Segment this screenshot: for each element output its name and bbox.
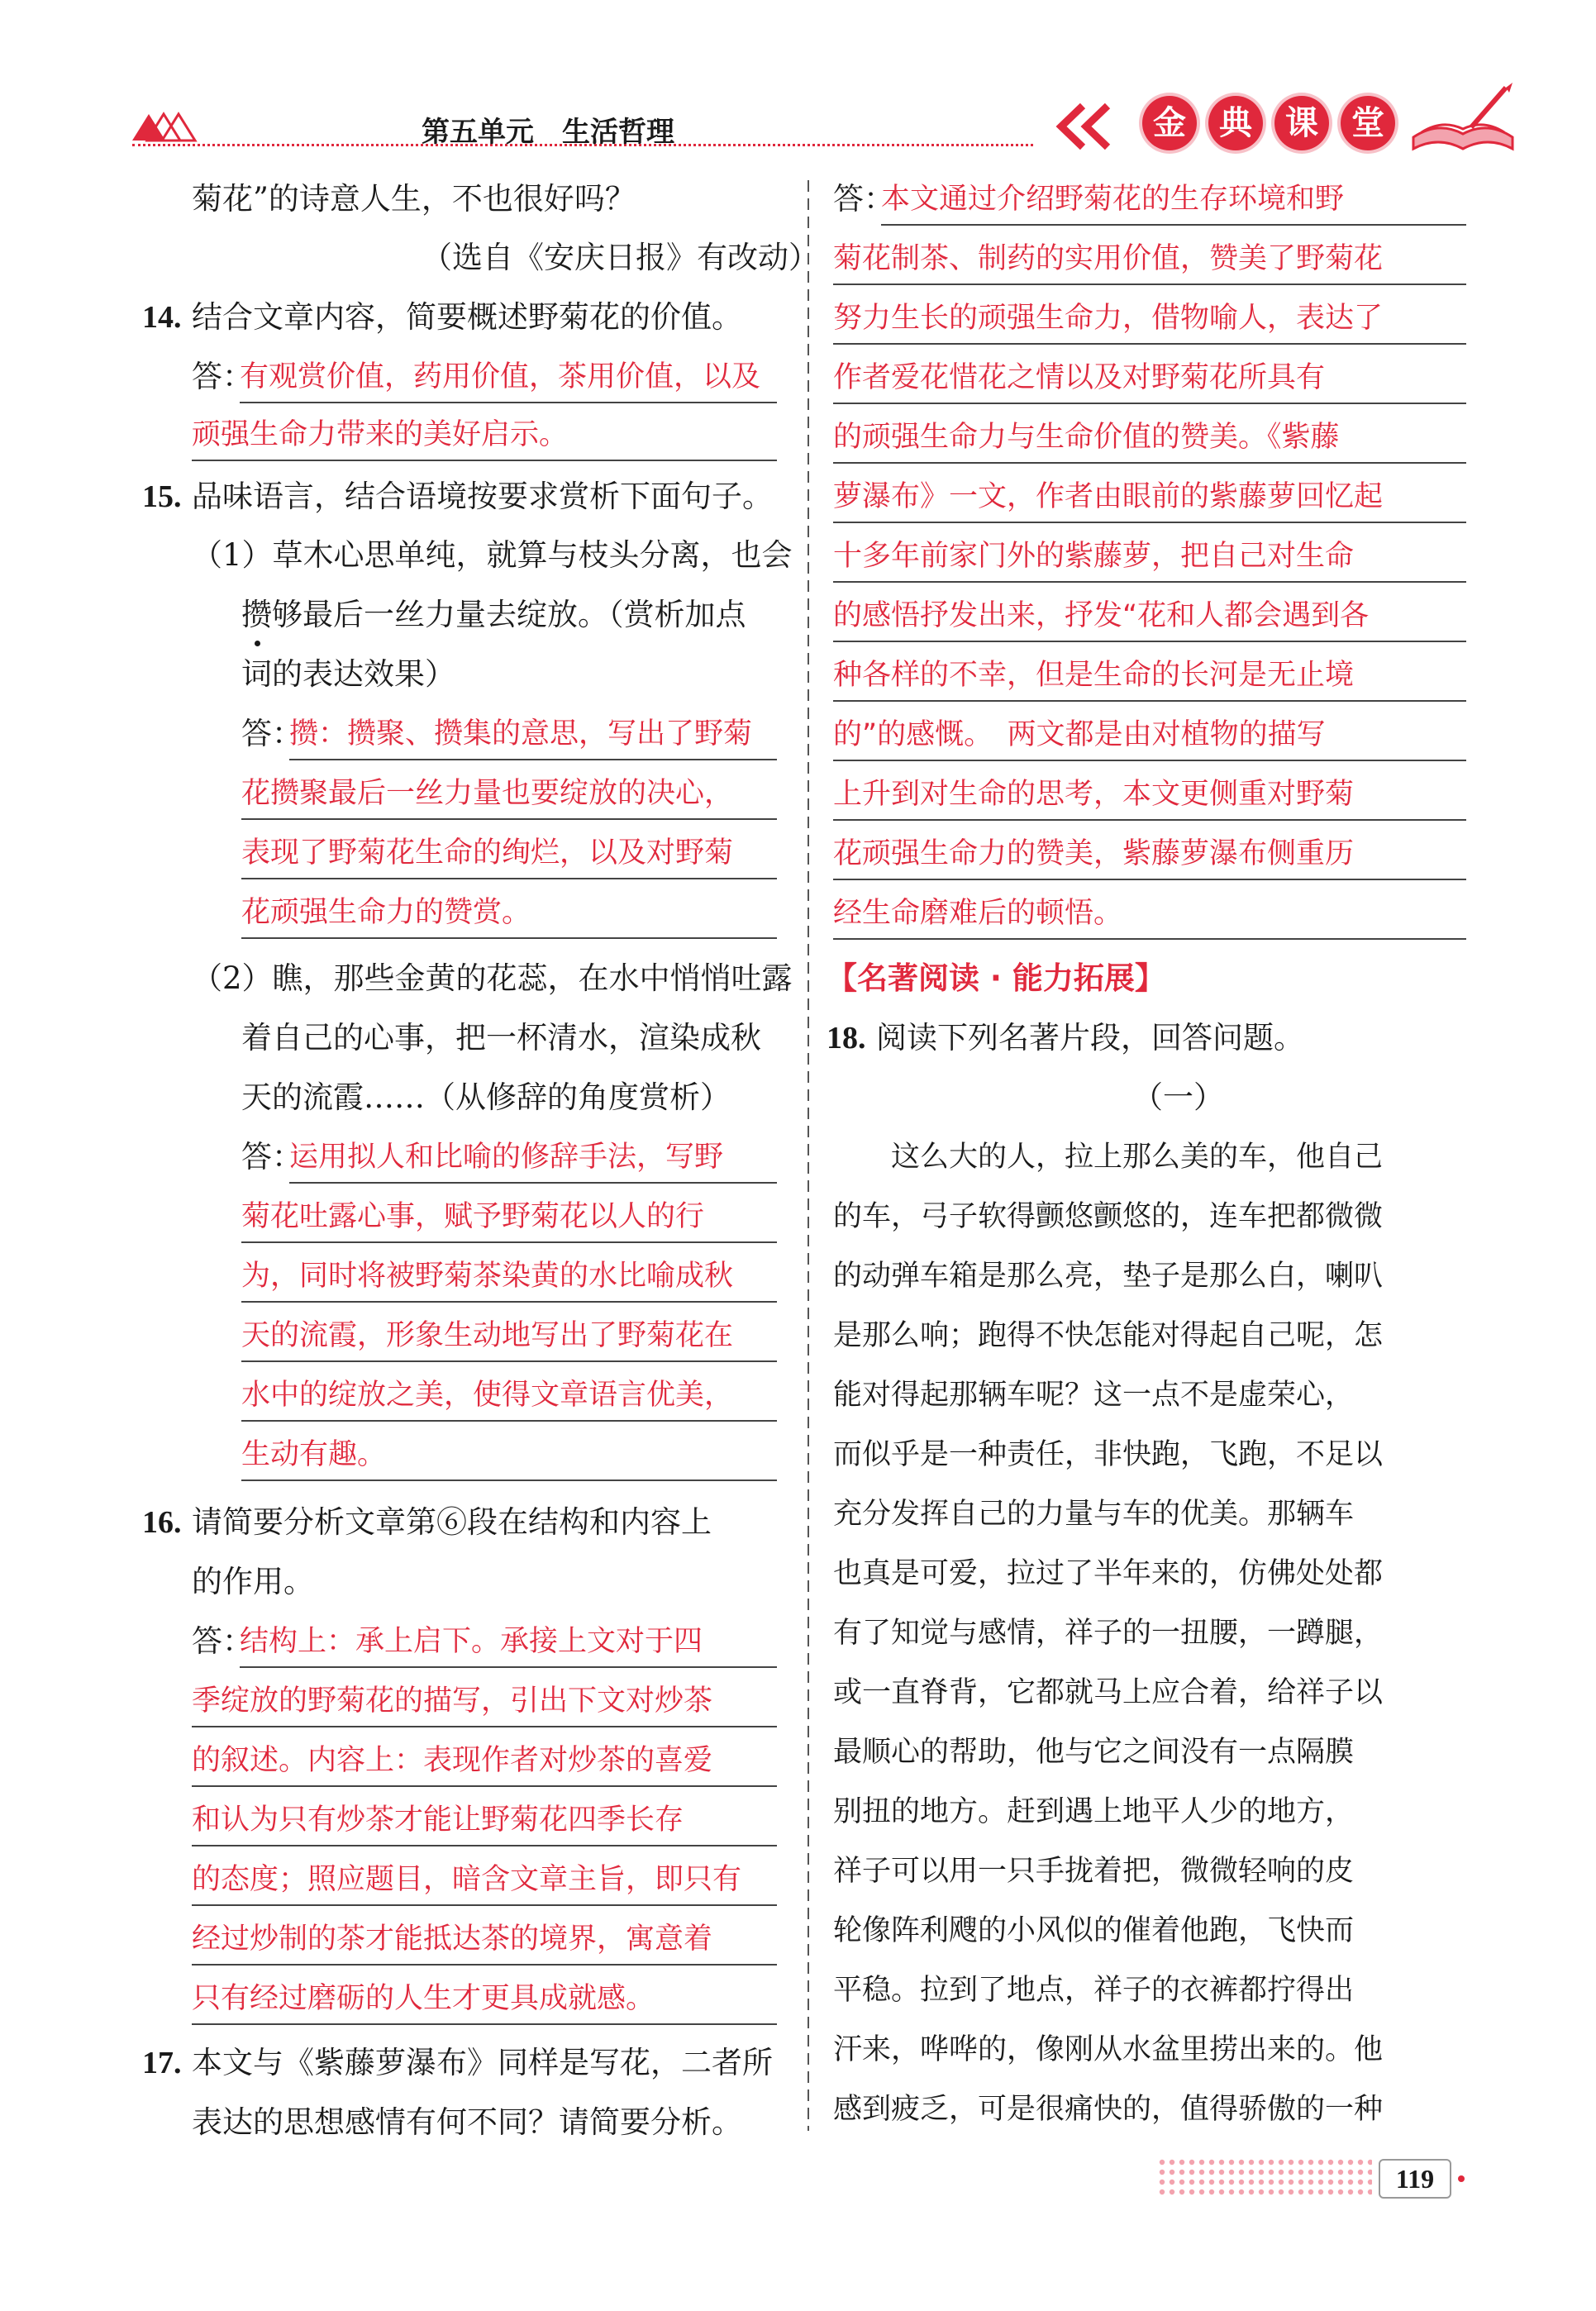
q15-text: 品味语言，结合语境按要求赏析下面句子。 [192,479,773,514]
q15-sub2-text: 天的流霞……（从修辞的角度赏析） [241,1079,731,1115]
q15-sub2-text: 着自己的心事，把一杯清水，渲染成秋 [241,1020,761,1055]
passage-line: 别扭的地方。赶到遇上地平人少的地方， [833,1795,1355,1828]
passage-line: 也真是可爱，拉过了半年来的，仿佛处处都 [833,1557,1384,1590]
brand-char-2: 典 [1208,96,1263,150]
footer-dots-decoration [1157,2157,1372,2199]
q17-answer-line: 的”的感慨。 两文都是由对植物的描写 [833,705,1466,761]
q14-answer-line: 有观赏价值，药用价值，茶用价值，以及 [240,347,777,403]
q18-text: 阅读下列名著片段，回答问题。 [876,1020,1304,1055]
passage-line: 有了知觉与感情，祥子的一扭腰，一蹲腿， [833,1617,1384,1650]
passage-line: 或一直脊背，它都就马上应合着，给祥子以 [833,1676,1384,1709]
q17-answer-line: 菊花制茶、制药的实用价值，赞美了野菊花 [833,229,1466,285]
q15-sub1-text: （1）草木心思单纯，就算与枝头分离，也会 [192,537,793,573]
passage-line: 能对得起那辆车呢？这一点不是虚荣心， [833,1379,1355,1412]
q17-answer-line: 努力生长的顽强生命力，借物喻人，表达了 [833,288,1466,345]
q15-answer1-label: 答： [241,716,303,751]
q14-answer-label: 答： [192,359,253,394]
brand-char-3: 课 [1274,96,1329,150]
q14-answer-line: 顽强生命力带来的美好启示。 [192,405,777,461]
q17-answer-line: 的顽强生命力与生命价值的赞美。《紫藤 [833,407,1466,464]
q15-answer1-line: 表现了野菊花生命的绚烂，以及对野菊 [241,823,777,879]
brand-char-1: 金 [1142,96,1197,150]
q17-answer-line: 作者爱花惜花之情以及对野菊花所具有 [833,348,1466,404]
q16-answer-line: 和认为只有炒茶才能让野菊花四季长存 [192,1790,777,1846]
q15-answer2-line: 水中的绽放之美，使得文章语言优美， [241,1365,777,1422]
q16-answer-line: 的叙述。内容上：表现作者对炒茶的喜爱 [192,1731,777,1787]
q17-number: 17. [142,2046,182,2080]
q16-text: 请简要分析文章第⑥段在结构和内容上 [192,1504,712,1540]
continued-line: 菊花”的诗意人生，不也很好吗？ [192,181,636,217]
brand-char-4: 堂 [1341,96,1395,150]
q15-answer2-line: 菊花吐露心事，赋予野菊花以人的行 [241,1187,777,1243]
q17-text: 本文与《紫藤萝瀑布》同样是写花，二者所 [192,2045,773,2080]
q17-text: 表达的思想感情有何不同？请简要分析。 [192,2104,742,2140]
passage-line: 轮像阵利飕的小风似的催着他跑，飞快而 [833,1914,1355,1947]
q15-sub2-text: （2）瞧，那些金黄的花蕊，在水中悄悄吐露 [192,960,793,996]
passage-line: 的车，弓子软得颤悠颤悠的，连车把都微微 [833,1200,1384,1233]
q18-number: 18. [827,1021,866,1055]
q17-answer-label: 答： [833,181,894,217]
q15-answer2-line: 天的流霞，形象生动地写出了野菊花在 [241,1306,777,1362]
q16-text: 的作用。 [192,1564,314,1599]
passage-line: 这么大的人，拉上那么美的车，他自己 [833,1141,1384,1174]
q17-answer-line: 上升到对生命的思考，本文更侧重对野菊 [833,765,1466,821]
q15-answer2-label: 答： [241,1139,303,1175]
header [0,0,1596,165]
passage-line: 充分发挥自己的力量与车的优美。那辆车 [833,1498,1355,1531]
passage-line: 的动弹车箱是那么亮，垫子是那么白，喇叭 [833,1260,1384,1293]
q16-answer-line: 的态度；照应题目，暗含文章主旨，即只有 [192,1850,777,1906]
q17-answer-line: 十多年前家门外的紫藤萝，把自己对生命 [833,527,1466,583]
page-dot-icon [1458,2175,1465,2182]
q16-answer-label: 答： [192,1623,253,1659]
page-number: 119 [1379,2159,1451,2199]
q15-answer1-line: 花顽强生命力的赞赏。 [241,883,777,939]
q15-answer2-line: 生动有趣。 [241,1425,777,1481]
q14-text: 结合文章内容，简要概述野菊花的价值。 [192,299,742,335]
q17-answer-line: 种各样的不幸，但是生命的长河是无止境 [833,646,1466,702]
passage-line: 而似乎是一种责任，非快跑，飞跑，不足以 [833,1438,1384,1471]
q16-answer-line: 只有经过磨砺的人生才更具成就感。 [192,1969,777,2025]
q14-number: 14. [142,300,182,335]
passage-line: 是那么响；跑得不快怎能对得起自己呢，怎 [833,1319,1384,1352]
q15-answer2-line: 为，同时将被野菊茶染黄的水比喻成秋 [241,1246,777,1303]
source-note: （选自《安庆日报》有改动） [422,240,819,275]
q15-number: 15. [142,479,182,514]
passage-line: 最顺心的帮助，他与它之间没有一点隔膜 [833,1736,1355,1769]
column-divider [798,180,818,2131]
q16-number: 16. [142,1505,182,1540]
passage-line: 汗来，哗哗的，像刚从水盆里捞出来的。他 [833,2033,1384,2066]
q15-sub1-text: 词的表达效果） [241,656,455,692]
chevrons-icon [1050,99,1129,154]
q15-answer2-line: 运用拟人和比喻的修辞手法，写野 [289,1127,777,1184]
q15-answer1-line: 花攒聚最后一丝力量也要绽放的决心， [241,764,777,820]
unit-title: 第五单元 [422,116,534,149]
passage-line: 平稳。拉到了地点，祥子的衣裤都拧得出 [833,1974,1355,2007]
q17-answer-line: 本文通过介绍野菊花的生存环境和野 [881,169,1466,226]
q17-answer-line: 经生命磨难后的顿悟。 [833,884,1466,940]
header-triangles-icon [132,107,198,144]
topic-title: 生活哲理 [562,116,674,149]
q17-answer-line: 花顽强生命力的赞美，紫藤萝瀑布侧重历 [833,824,1466,880]
q17-answer-line: 萝瀑布》一文，作者由眼前的紫藤萝回忆起 [833,467,1466,523]
section-header: 【名著阅读 · 能力拓展】 [827,960,1165,996]
passage-line: 祥子可以用一只手拢着把，微微轻响的皮 [833,1855,1355,1888]
passage-part-label: （一） [1132,1079,1224,1115]
q17-answer-line: 的感悟抒发出来，抒发“花和人都会遇到各 [833,586,1466,642]
book-pen-icon [1405,79,1521,159]
q16-answer-line: 结构上：承上启下。承接上文对于四 [240,1612,777,1668]
q16-answer-line: 季绽放的野菊花的描写，引出下文对炒茶 [192,1671,777,1727]
q15-answer1-line: 攒：攒聚、攒集的意思，写出了野菊 [289,704,777,760]
passage-line: 感到疲乏，可是很痛快的，值得骄傲的一种 [833,2093,1384,2126]
q15-sub1-text: 攒够最后一丝力量去绽放。（赏析加点 [241,597,746,632]
q16-answer-line: 经过炒制的茶才能抵达茶的境界，寓意着 [192,1909,777,1966]
